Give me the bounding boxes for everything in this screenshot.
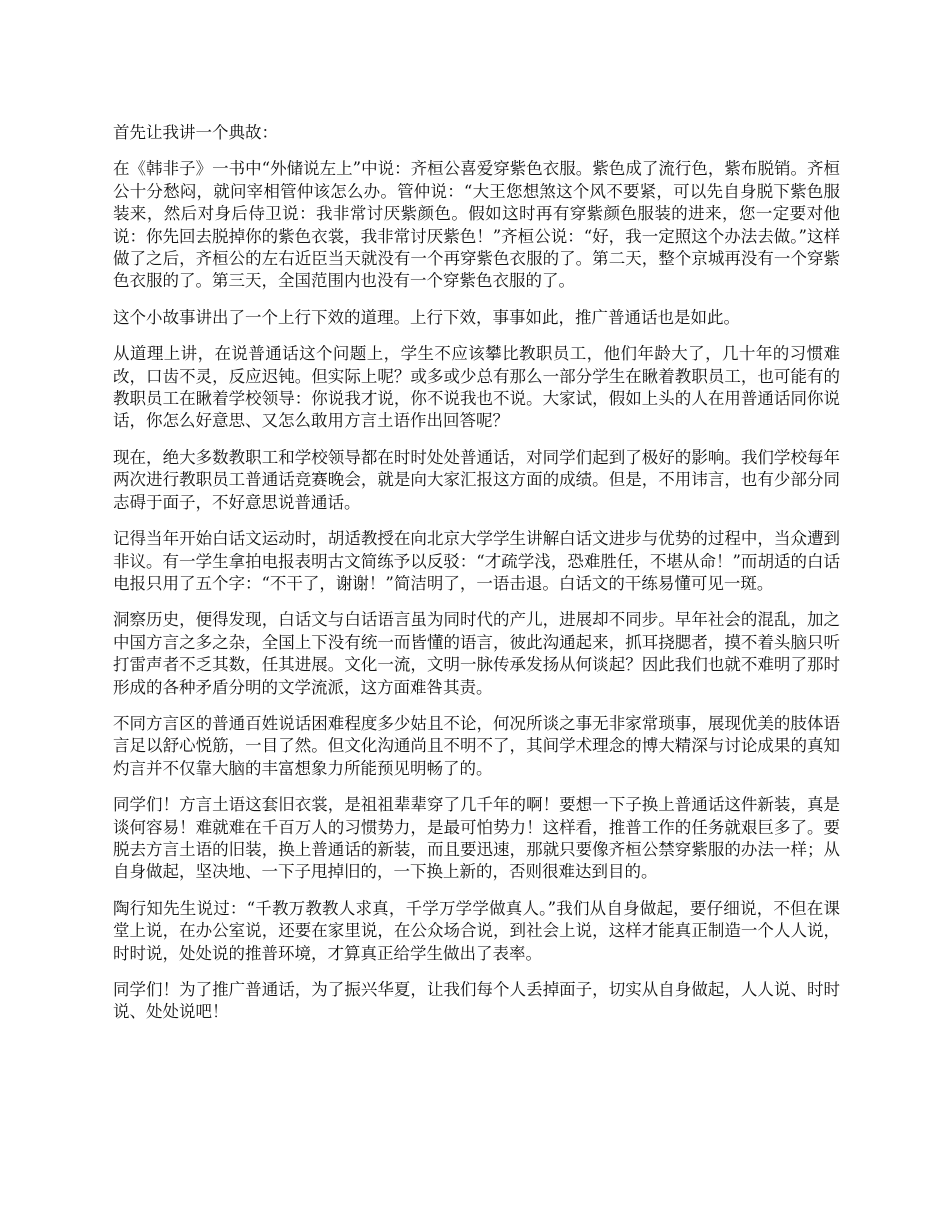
- paragraph-reasoning: 从道理上讲，在说普通话这个问题上，学生不应该攀比教职员工，他们年龄大了，几十年的习惯难改，口齿不灵，反应迟钝。但实际上呢？或多或少总有那么一部分学生在瞅着教职员工，也可能有的教职员工在瞅着学校领导：你说我才说，你不说我也不说。大家试，假如上头的人在用普通话同你说话，你怎么好意思、又怎么敢用方言土语作出回答呢？: [113, 344, 840, 431]
- paragraph-call-to-action: 同学们！方言土语这套旧衣裳，是祖祖辈辈穿了几千年的啊！要想一下子换上普通话这件新装，真是谈何容易！难就难在千百万人的习惯势力，是最可怕势力！这样看，推普工作的任务就艰巨多了。要脱去方言土语的旧装，换上普通话的新装，而且要迅速，那就只要像齐桓公禁穿紫服的办法一样；从自身做起，坚决地、一下子甩掉旧的，一下换上新的，否则很难达到目的。: [113, 795, 840, 882]
- paragraph-vernacular-movement: 记得当年开始白话文运动时，胡适教授在向北京大学学生讲解白话文进步与优势的过程中，当众遭到非议。有一学生拿拍电报表明古文简练予以反驳：“才疏学浅，恐难胜任，不堪从命！”而胡适的白话电报只用了五个字：“不干了，谢谢！”简洁明了，一语击退。白话文的干练易懂可见一斑。: [113, 529, 840, 593]
- document-body: [113, 122, 840, 1038]
- paragraph-intro: 首先让我讲一个典故：: [113, 123, 278, 142]
- paragraph-story: 在《韩非子》一书中“外储说左上”中说：齐桓公喜爱穿紫色衣服。紫色成了流行色，紫布脱销。齐桓公十分愁闷，就问宰相管仲该怎么办。管仲说：“大王您想煞这个风不要紧，可以先自身脱下紫色服装来，然后对身后侍卫说：我非常讨厌紫颜色。假如这时再有穿紫颜色服装的进来，您一定要对他说：你先回去脱掉你的紫色衣裳，我非常讨厌紫色！”齐桓公说：“好，我一定照这个办法去做。”这样做了之后，齐桓公的左右近臣当天就没有一个再穿紫色衣服的了。第二天，整个京城再没有一个穿紫色衣服的了。第三天，全国范围内也没有一个穿紫色衣服的了。: [113, 159, 840, 291]
- paragraph-dialects: 不同方言区的普通百姓说话困难程度多少姑且不论，何况所谈之事无非家常琐事，展现优美的肢体语言足以舒心悦筋，一目了然。但文化沟通尚且不明不了，其间学术理念的博大精深与讨论成果的真知灼言并不仅靠大脑的丰富想象力所能预见明畅了的。: [113, 713, 840, 778]
- paragraph-quote: 陶行知先生说过：“千教万教教人求真，千学万学学做真人。”我们从自身做起，要仔细说，不但在课堂上说，在办公室说，还要在家里说，在公众场合说，到社会上说，这样才能真正制造一个人人说，时时说，处处说的推普环境，才算真正给学生做出了表率。: [113, 898, 840, 963]
- paragraph-conclusion: 同学们！为了推广普通话，为了振兴华夏，让我们每个人丢掉面子，切实从自身做起，人人说、时时说、处处说吧！: [113, 980, 840, 1022]
- paragraph-moral: 这个小故事讲出了一个上行下效的道理。上行下效，事事如此，推广普通话也是如此。: [113, 307, 740, 327]
- paragraph-history: 洞察历史，便得发现，白话文与白话语言虽为同时代的产儿，进展却不同步。早年社会的混乱，加之中国方言之多之杂，全国上下没有统一而皆懂的语言，彼此沟通起来，抓耳挠腮者，摸不着头脑只听打雷声者不乏其数，任其进展。文化一流，文明一脉传承发扬从何谈起？因此我们也就不难明了那时形成的各种矛盾分明的文学流派，这方面难咎其责。: [113, 610, 840, 697]
- paragraph-current-status: 现在，绝大多数教职工和学校领导都在时时处处普通话，对同学们起到了极好的影响。我们学校每年两次进行教职员工普通话竞赛晚会，就是向大家汇报这方面的成绩。但是，不用讳言，也有少部分同志碍于面子，不好意思说普通话。: [113, 447, 840, 512]
